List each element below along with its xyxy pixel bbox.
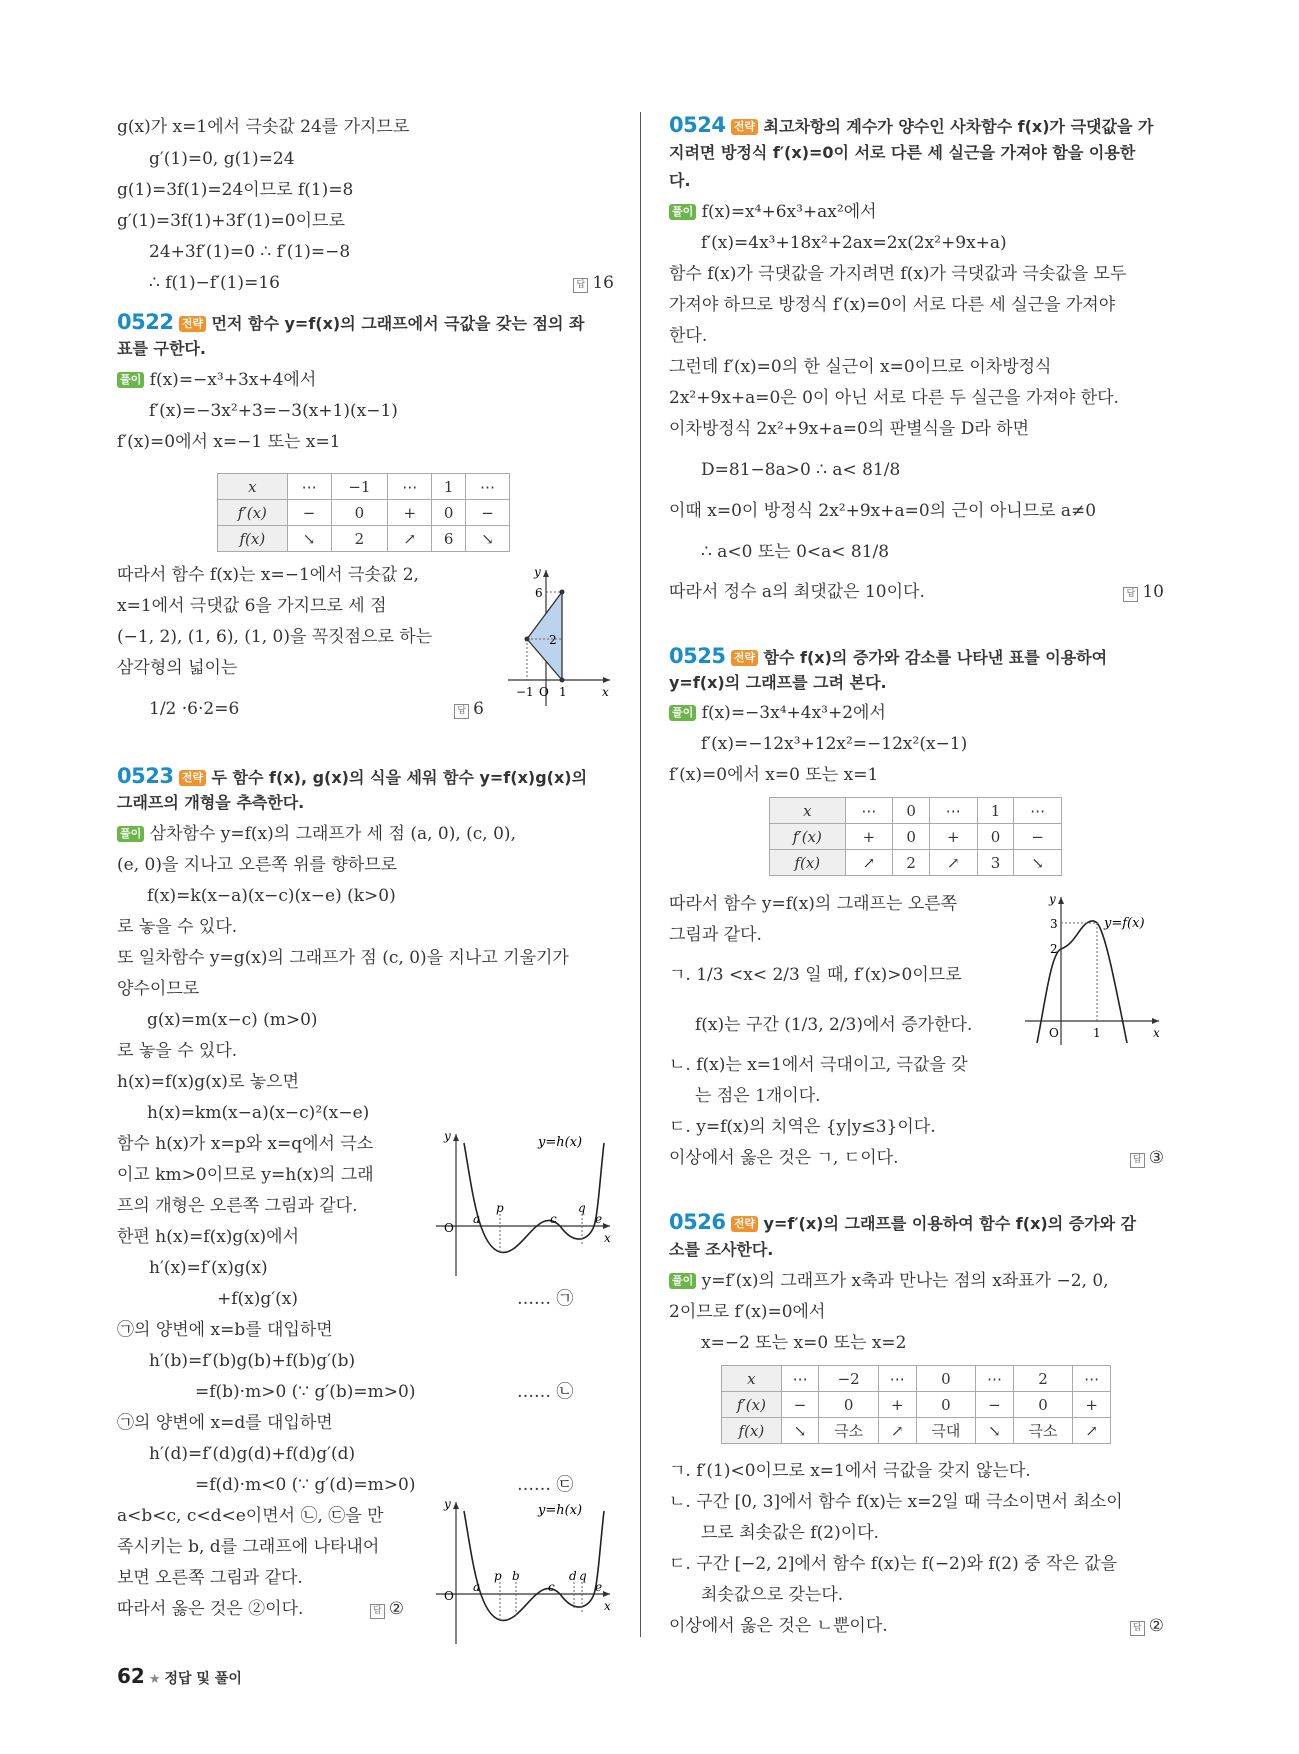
- answer-icon: 답: [1123, 587, 1138, 602]
- strategy-text: 두 함수 f(x), g(x)의 식을 세워 함수 y=f(x)g(x)의: [211, 768, 588, 787]
- text-line: ∴ f(1)−f′(1)=16: [149, 273, 280, 293]
- text-line: 보면 오른쪽 그림과 같다.: [117, 1568, 303, 1588]
- table-cell: 0: [893, 824, 930, 850]
- text-line: 삼각형의 넓이는: [117, 658, 238, 678]
- text-line: 이고 km>0이므로 y=h(x)의 그래: [117, 1165, 374, 1185]
- table-cell: −1: [331, 474, 388, 500]
- table-cell: ⋯: [845, 798, 893, 824]
- problem-number: 0523: [117, 764, 174, 788]
- table-cell: f(x): [770, 850, 846, 876]
- text-line: h(x)=f(x)g(x)로 놓으면: [117, 1072, 300, 1092]
- table-cell: 극대: [916, 1418, 976, 1444]
- origin-label: O: [539, 685, 549, 699]
- point-label: p: [494, 1569, 502, 1583]
- text-line: 한편 h(x)=f(x)g(x)에서: [117, 1227, 300, 1247]
- origin-label: O: [1049, 1026, 1059, 1040]
- star-icon: ★: [148, 1672, 161, 1687]
- text-line: =f(b)·m>0 (∵ g′(b)=m>0): [195, 1382, 416, 1402]
- answer-icon: 답: [573, 278, 588, 293]
- strategy-text: 표를 구한다.: [117, 339, 206, 358]
- table-cell: −: [781, 1392, 819, 1418]
- problem-number: 0522: [117, 310, 174, 334]
- text-line: 로 놓을 수 있다.: [117, 1041, 238, 1061]
- text-line: g(1)=3f(1)=24이므로 f(1)=8: [117, 180, 354, 200]
- strategy-text: y=f(x)의 그래프를 그려 본다.: [669, 673, 887, 692]
- equation-mark: …… ㉢: [517, 1475, 574, 1495]
- text-line: ㄷ. 구간 [−2, 2]에서 함수 f(x)는 f(−2)와 f(2) 중 작은 값을: [669, 1554, 1118, 1574]
- solution-badge: 풀이: [117, 826, 144, 842]
- table-cell: −2: [819, 1366, 879, 1392]
- text-line: 최솟값으로 갖는다.: [701, 1585, 844, 1605]
- table-cell: ↘: [466, 526, 510, 552]
- table-cell: ⋯: [1014, 798, 1062, 824]
- tick-label: 2: [549, 633, 557, 647]
- text-line: (e, 0)을 지나고 오른쪽 위를 향하므로: [117, 855, 398, 875]
- table-cell: ⋯: [929, 798, 977, 824]
- table-cell: 3: [977, 850, 1014, 876]
- table-cell: ⋯: [1073, 1366, 1111, 1392]
- solution-line: 풀이 y=f′(x)의 그래프가 x축과 만나는 점의 x좌표가 −2, 0,: [669, 1270, 1109, 1292]
- tick-label: 2: [1050, 942, 1058, 956]
- solution-badge: 풀이: [669, 204, 696, 220]
- curve-label: y=h(x): [538, 1503, 583, 1518]
- solution-badge: 풀이: [669, 1273, 696, 1289]
- text-line: ㄱ. f′(1)<0이므로 x=1에서 극값을 갖지 않는다.: [669, 1461, 1031, 1481]
- table-cell: +: [878, 1392, 916, 1418]
- text-line: h′(d)=f′(d)g(d)+f(d)g′(d): [149, 1444, 356, 1464]
- table-cell: 0: [819, 1392, 879, 1418]
- table-row: [218, 526, 510, 552]
- page-number: 62: [117, 1664, 145, 1688]
- table-cell: f′(x): [722, 1392, 782, 1418]
- text-line: a<b<c, c<d<e이면서 ㉡, ㉢을 만: [117, 1506, 384, 1526]
- strategy-badge: 전략: [731, 119, 758, 135]
- table-cell: +: [929, 824, 977, 850]
- table-cell: f(x): [218, 526, 288, 552]
- axis-label-y: y: [444, 1129, 451, 1143]
- text-line: 이차방정식 2x²+9x+a=0의 판별식을 D라 하면: [669, 419, 1030, 439]
- problem-header-0525: [669, 645, 1107, 669]
- axis-label-x: x: [604, 1231, 611, 1245]
- table-cell: ⋯: [976, 1366, 1014, 1392]
- text-line: g(x)=m(x−c) (m>0): [147, 1010, 318, 1030]
- table-cell: −: [976, 1392, 1014, 1418]
- text-line: f′(x)=0에서 x=−1 또는 x=1: [117, 432, 341, 452]
- area-calc: 1/2 ·6·2=6: [149, 699, 240, 719]
- text-line: ∴ a<0 또는 0<a< 81/8: [701, 542, 890, 562]
- root-label: a: [473, 1580, 481, 1594]
- solution-badge: 풀이: [669, 705, 696, 721]
- text-line: (−1, 2), (1, 6), (1, 0)을 꼭짓점으로 하는: [117, 627, 433, 647]
- answer-mark: 답 ③: [1130, 1147, 1164, 1169]
- root-label: c: [548, 1580, 555, 1594]
- text-line: +f(x)g′(x): [217, 1289, 298, 1309]
- table-cell: 0: [916, 1392, 976, 1418]
- graph-f-0525: [1019, 893, 1164, 1048]
- point-label: b: [512, 1569, 520, 1583]
- origin-label: O: [444, 1221, 454, 1235]
- table-cell: +: [1073, 1392, 1111, 1418]
- text-line: 로 놓을 수 있다.: [117, 917, 238, 937]
- axis-label-x: x: [604, 1599, 611, 1613]
- problem-header-0524: [669, 114, 1153, 138]
- text-line: g′(1)=0, g(1)=24: [149, 149, 295, 169]
- equation-mark: …… ㉠: [517, 1289, 574, 1309]
- answer-mark: 답 16: [573, 272, 614, 294]
- curve-label: y=h(x): [538, 1135, 583, 1150]
- problem-header-0523: [117, 765, 587, 789]
- table-row: [770, 824, 1062, 850]
- answer-mark: 답 ②: [1130, 1615, 1164, 1637]
- table-cell: 0: [916, 1366, 976, 1392]
- root-label: a: [473, 1212, 481, 1226]
- table-cell: ↘: [1014, 850, 1062, 876]
- table-cell: ↗: [388, 526, 432, 552]
- text-line: f′(x)=4x³+18x²+2ax=2x(2x²+9x+a): [701, 233, 1007, 253]
- text-line: 는 점은 1개이다.: [695, 1086, 821, 1106]
- table-cell: 1: [432, 474, 466, 500]
- graph-h-1: [432, 1128, 614, 1278]
- answer-icon: 답: [1130, 1153, 1145, 1168]
- tick-label: −1: [516, 685, 534, 699]
- table-cell: +: [845, 824, 893, 850]
- graph-h-2: [432, 1496, 614, 1646]
- page-footer: [117, 1664, 242, 1688]
- text-line: 또 일차함수 y=g(x)의 그래프가 점 (c, 0)을 지나고 기울기가: [117, 948, 569, 968]
- table-cell: −: [287, 500, 331, 526]
- text-line: 따라서 정수 a의 최댓값은 10이다.: [669, 582, 925, 602]
- table-cell: f′(x): [770, 824, 846, 850]
- axis-label-x: x: [602, 685, 609, 699]
- table-cell: ⋯: [878, 1366, 916, 1392]
- table-cell: ↘: [287, 526, 331, 552]
- table-row: [218, 474, 510, 500]
- table-cell: 0: [893, 798, 930, 824]
- text-line: =f(d)·m<0 (∵ g′(d)=m>0): [195, 1475, 416, 1495]
- solution-line: 풀이 f(x)=x⁴+6x³+ax²에서: [669, 201, 877, 223]
- table-cell: 2: [1013, 1366, 1073, 1392]
- table-cell: x: [218, 474, 288, 500]
- text-line: 므로 최솟값은 f(2)이다.: [701, 1523, 879, 1543]
- strategy-text: 지려면 방정식 f′(x)=0이 서로 다른 세 실근을 가져야 함을 이용한: [669, 143, 1136, 162]
- text-line: 함수 h(x)가 x=p와 x=q에서 극소: [117, 1134, 374, 1154]
- text-line: ㉠의 양변에 x=b를 대입하면: [117, 1320, 333, 1340]
- strategy-badge: 전략: [731, 650, 758, 666]
- text-line: 24+3f′(1)=0 ∴ f′(1)=−8: [149, 242, 351, 262]
- table-cell: ⋯: [388, 474, 432, 500]
- tick-label: 1: [559, 685, 567, 699]
- table-cell: 2: [331, 526, 388, 552]
- root-label: e: [595, 1580, 603, 1594]
- text-line: 함수 f(x)가 극댓값을 가지려면 f(x)가 극댓값과 극솟값을 모두: [669, 264, 1127, 284]
- text-line: ㄷ. y=f(x)의 치역은 {y|y≤3}이다.: [669, 1117, 936, 1137]
- root-label: c: [550, 1212, 557, 1226]
- text-line: 따라서 옳은 것은 ②이다.: [117, 1599, 304, 1619]
- solution-line: 풀이 f(x)=−x³+3x+4에서: [117, 369, 316, 391]
- table-cell: x: [722, 1366, 782, 1392]
- table-cell: ↗: [1073, 1418, 1111, 1444]
- problem-number: 0526: [669, 1210, 726, 1234]
- text-line: 한다.: [669, 326, 708, 346]
- sign-table: [769, 797, 1062, 876]
- root-label: e: [595, 1212, 603, 1226]
- table-cell: ⋯: [287, 474, 331, 500]
- text-line: ㉠의 양변에 x=d를 대입하면: [117, 1413, 333, 1433]
- table-cell: x: [770, 798, 846, 824]
- text-line: 2x²+9x+a=0은 0이 아닌 서로 다른 두 실근을 가져야 한다.: [669, 388, 1119, 408]
- text-line: ㄱ. 1/3 <x< 2/3 일 때, f′(x)>0이므로: [669, 965, 962, 985]
- table-row: [722, 1392, 1111, 1418]
- answer-icon: 답: [1130, 1621, 1145, 1636]
- axis-label-y: y: [534, 566, 541, 579]
- origin-label: O: [444, 1589, 454, 1603]
- text-line: 따라서 함수 y=f(x)의 그래프는 오른쪽: [669, 894, 958, 914]
- strategy-text: 최고차항의 계수가 양수인 사차함수 f(x)가 극댓값을 가: [763, 117, 1154, 136]
- solution-badge: 풀이: [117, 372, 144, 388]
- text-line: 양수이므로: [117, 979, 200, 999]
- text-line: 그림과 같다.: [669, 925, 762, 945]
- point-label: q: [578, 1201, 586, 1215]
- table-cell: 2: [893, 850, 930, 876]
- column-divider: [640, 112, 641, 1637]
- problem-header-0522: [117, 311, 584, 335]
- table-cell: 1: [977, 798, 1014, 824]
- text-line: f(x)=k(x−a)(x−c)(x−e) (k>0): [147, 886, 396, 906]
- answer-mark: 답 ②: [370, 1598, 404, 1620]
- text-line: f′(x)=−3x²+3=−3(x+1)(x−1): [149, 401, 398, 421]
- table-cell: 0: [977, 824, 1014, 850]
- text-line: 프의 개형은 오른쪽 그림과 같다.: [117, 1196, 358, 1216]
- text-line: ㄴ. 구간 [0, 3]에서 함수 f(x)는 x=2일 때 극소이면서 최소이: [669, 1492, 1123, 1512]
- point-label: q: [579, 1569, 587, 1583]
- table-cell: ↘: [976, 1418, 1014, 1444]
- text-line: ㄴ. f(x)는 x=1에서 극대이고, 극값을 갖: [669, 1055, 968, 1075]
- strategy-text: y=f′(x)의 그래프를 이용하여 함수 f(x)의 증가와 감: [763, 1214, 1137, 1233]
- table-cell: 6: [432, 526, 466, 552]
- answer-icon: 답: [454, 704, 469, 719]
- table-cell: 0: [331, 500, 388, 526]
- strategy-text: 그래프의 개형을 추측한다.: [117, 793, 305, 812]
- solution-line: 풀이 f(x)=−3x⁴+4x³+2에서: [669, 702, 886, 724]
- table-cell: 극소: [819, 1418, 879, 1444]
- text-line: h′(b)=f′(b)g(b)+f(b)g′(b): [149, 1351, 356, 1371]
- table-cell: ↘: [781, 1418, 819, 1444]
- tick-label: 1: [1093, 1026, 1101, 1040]
- table-row: [722, 1418, 1111, 1444]
- table-row: [218, 500, 510, 526]
- text-line: 이상에서 옳은 것은 ㄱ, ㄷ이다.: [669, 1148, 899, 1168]
- sign-table: [217, 473, 510, 552]
- table-cell: ↗: [845, 850, 893, 876]
- text-line: 2이므로 f′(x)=0에서: [669, 1302, 826, 1322]
- table-cell: 0: [432, 500, 466, 526]
- text-line: 가져야 하므로 방정식 f′(x)=0이 서로 다른 세 실근을 가져야: [669, 295, 1116, 315]
- point-label: p: [496, 1201, 504, 1215]
- strategy-text: 소를 조사한다.: [669, 1240, 774, 1259]
- axis-label-x: x: [1153, 1026, 1160, 1040]
- text-line: f(x)는 구간 (1/3, 2/3)에서 증가한다.: [695, 1015, 973, 1035]
- table-row: [770, 798, 1062, 824]
- table-cell: ⋯: [781, 1366, 819, 1392]
- text-line: 따라서 함수 f(x)는 x=−1에서 극솟값 2,: [117, 565, 419, 585]
- problem-header-0526: [669, 1211, 1136, 1235]
- table-row: [770, 850, 1062, 876]
- answer-icon: 답: [370, 1604, 385, 1619]
- text-line: 이상에서 옳은 것은 ㄴ뿐이다.: [669, 1616, 888, 1636]
- triangle-graph: [502, 566, 614, 711]
- text-line: g′(1)=3f(1)+3f′(1)=0이므로: [117, 211, 345, 231]
- strategy-badge: 전략: [731, 1216, 758, 1232]
- text-line: x=1에서 극댓값 6을 가지므로 세 점: [117, 596, 387, 616]
- text-line: 이때 x=0이 방정식 2x²+9x+a=0의 근이 아니므로 a≠0: [669, 501, 1097, 521]
- tick-label: 6: [535, 586, 543, 600]
- table-cell: +: [388, 500, 432, 526]
- text-line: f′(x)=−12x³+12x²=−12x²(x−1): [701, 734, 968, 754]
- table-cell: f(x): [722, 1418, 782, 1444]
- text-line: 그런데 f′(x)=0의 한 실근이 x=0이므로 이차방정식: [669, 357, 1052, 377]
- footer-title: 정답 및 풀이: [164, 1671, 242, 1687]
- strategy-badge: 전략: [179, 316, 206, 332]
- curve-label: y=f(x): [1104, 916, 1145, 931]
- text-line: x=−2 또는 x=0 또는 x=2: [701, 1333, 907, 1353]
- table-cell: ⋯: [466, 474, 510, 500]
- table-cell: ↗: [929, 850, 977, 876]
- text-line: 족시키는 b, d를 그래프에 나타내어: [117, 1537, 380, 1557]
- tick-label: 3: [1050, 917, 1058, 931]
- text-line: h′(x)=f′(x)g(x): [149, 1258, 268, 1278]
- problem-number: 0525: [669, 644, 726, 668]
- answer-mark: 답 6: [454, 698, 484, 720]
- point-label: d: [569, 1569, 577, 1583]
- axis-label-y: y: [1049, 893, 1056, 906]
- sign-table: [721, 1365, 1111, 1444]
- equation-mark: …… ㉡: [517, 1382, 574, 1402]
- strategy-badge: 전략: [179, 770, 206, 786]
- axis-label-y: y: [444, 1497, 451, 1511]
- table-cell: 극소: [1013, 1418, 1073, 1444]
- table-cell: −: [1014, 824, 1062, 850]
- table-cell: f′(x): [218, 500, 288, 526]
- table-cell: 0: [1013, 1392, 1073, 1418]
- table-cell: ↗: [878, 1418, 916, 1444]
- solution-line: 풀이 삼차함수 y=f(x)의 그래프가 세 점 (a, 0), (c, 0),: [117, 823, 516, 845]
- text-line: h(x)=km(x−a)(x−c)²(x−e): [147, 1103, 370, 1123]
- problem-number: 0524: [669, 113, 726, 137]
- text-line: g(x)가 x=1에서 극솟값 24를 가지므로: [117, 117, 410, 137]
- answer-mark: 답 10: [1123, 581, 1164, 603]
- table-cell: −: [466, 500, 510, 526]
- strategy-text: 다.: [669, 171, 691, 190]
- text-line: f′(x)=0에서 x=0 또는 x=1: [669, 765, 879, 785]
- strategy-text: 먼저 함수 y=f(x)의 그래프에서 극값을 갖는 점의 좌: [211, 314, 585, 333]
- table-row: [722, 1366, 1111, 1392]
- strategy-text: 함수 f(x)의 증가와 감소를 나타낸 표를 이용하여: [763, 648, 1108, 667]
- text-line: D=81−8a>0 ∴ a< 81/8: [701, 460, 901, 480]
